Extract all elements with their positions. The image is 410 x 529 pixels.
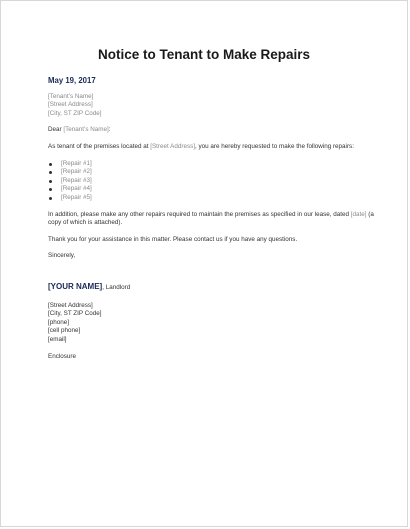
salutation [48, 126, 378, 135]
lease-date: [date] [350, 210, 367, 218]
sender-address [48, 302, 378, 345]
enclosure: Enclosure [48, 353, 77, 361]
list-item: [Repair #5] [48, 194, 378, 203]
list-item: [Repair #2] [48, 168, 378, 177]
addition-text: In addition, please make any other repairs required to maintain the premises as specified in our lease, dated [48, 210, 351, 218]
sender-city: [City, ST ZIP Code] [48, 310, 102, 318]
list-item: [Repair #4] [48, 185, 378, 194]
intro-text-end: , you are hereby requested to make the following repairs: [195, 142, 354, 150]
recipient-city: [City, ST ZIP Code] [48, 109, 102, 117]
letter-body [48, 77, 378, 362]
signature-role: , Landlord [102, 283, 131, 291]
sender-street: [Street Address] [48, 301, 93, 309]
list-item: [Repair #3] [48, 177, 378, 186]
recipient-street: [Street Address] [48, 101, 93, 109]
recipient-name: [Tenant’s Name] [48, 92, 94, 100]
letter-date: May 19, 2017 [48, 76, 96, 85]
salutation-name: [Tenant’s Name] [63, 126, 109, 134]
closing: Sincerely, [48, 252, 76, 260]
addition-text-end: (a copy of which is attached). [48, 210, 374, 227]
signature-name: [YOUR NAME] [48, 281, 103, 291]
sender-email: [email] [48, 335, 67, 343]
list-item: [Repair #1] [48, 160, 378, 169]
salutation-suffix: : [108, 126, 111, 134]
repair-list [48, 160, 378, 203]
addition-paragraph [48, 211, 378, 228]
signature-line [48, 283, 378, 293]
recipient-address [48, 93, 378, 119]
document-title: Notice to Tenant to Make Repairs [97, 47, 311, 62]
salutation-prefix: Dear [48, 126, 64, 134]
sender-phone: [phone] [48, 318, 70, 326]
thanks-paragraph: Thank you for your assistance in this matter. Please contact us if you have any questions. [48, 235, 298, 243]
intro-paragraph [48, 143, 378, 152]
sender-cell: [cell phone] [48, 327, 81, 335]
intro-address: [Street Address] [150, 142, 196, 150]
intro-text: As tenant of the premises located at [48, 142, 151, 150]
